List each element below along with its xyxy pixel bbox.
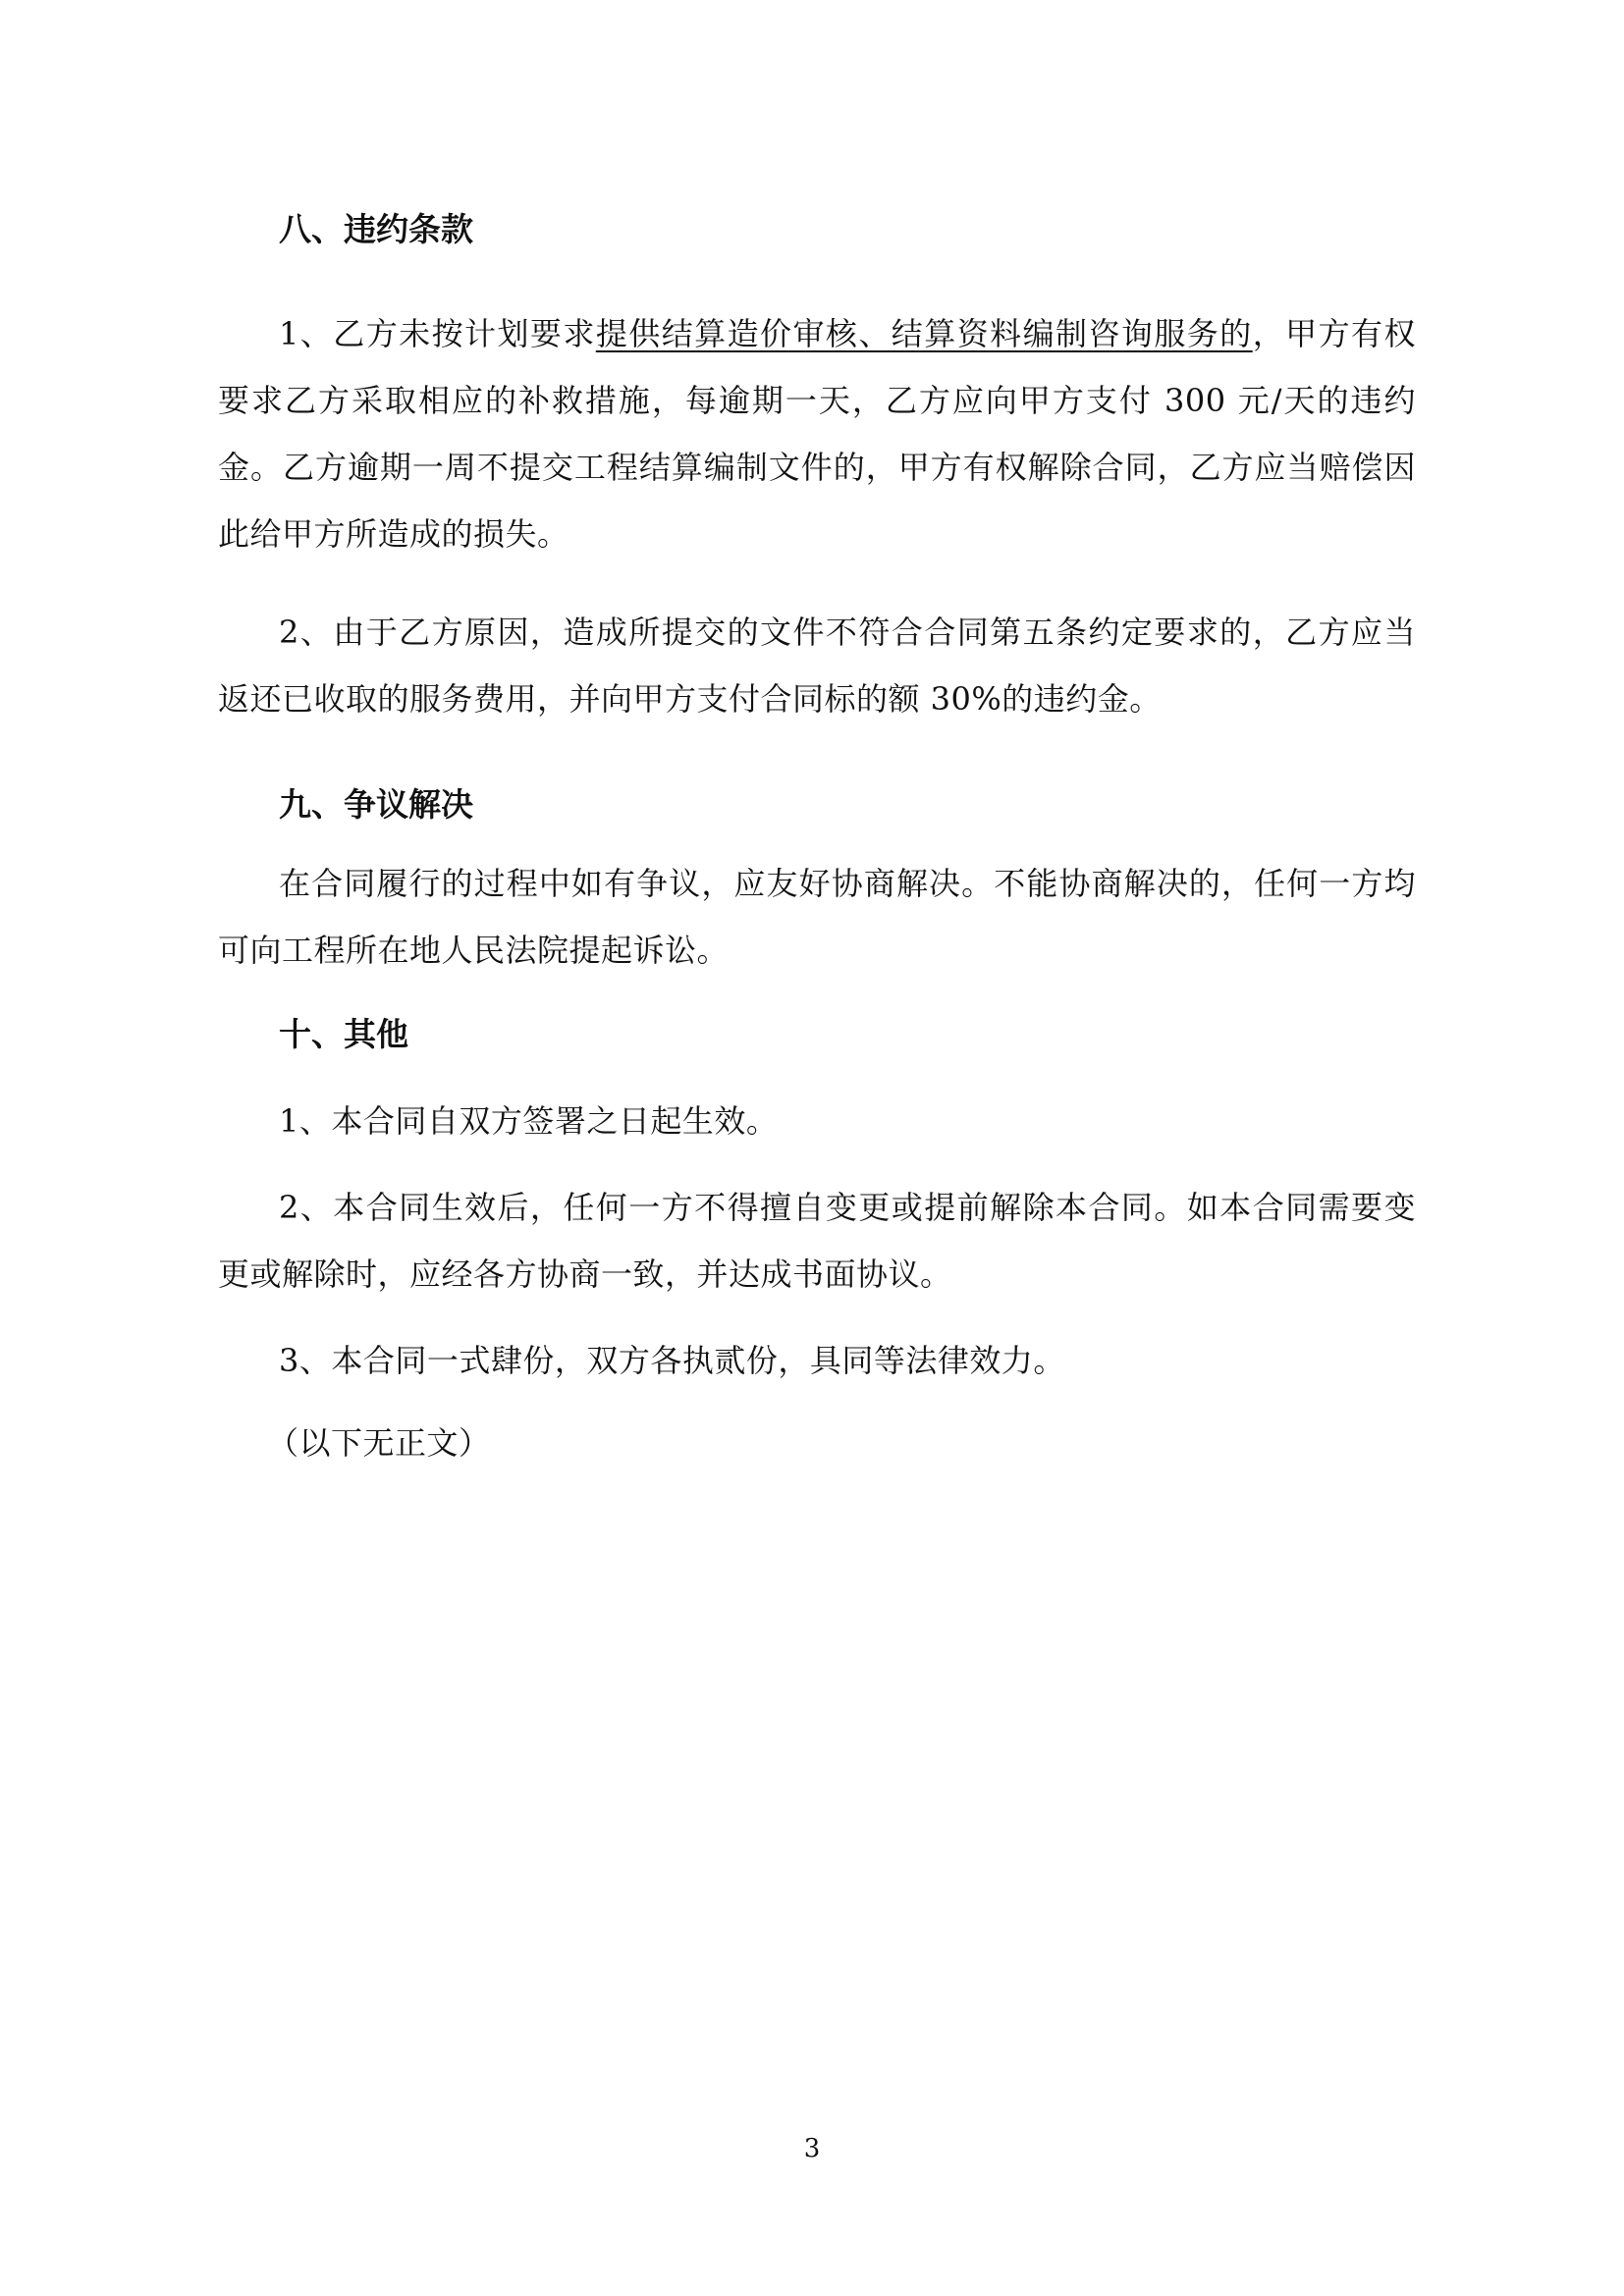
clause-1-text-end: ，甲方有权要求乙方采取相应的补救措施，每逾期一天，乙方应向甲方支付 300 元/天的违约金。乙方逾期一周不提交工程结算编制文件的，甲方有权解除合同，乙方应当赔偿因此给甲方所造成的损失。	[218, 315, 1416, 553]
section-10-clause-2: 2、本合同生效后，任何一方不得擅自变更或提前解除本合同。如本合同需要变更或解除时，应经各方协商一致，并达成书面协议。	[218, 1189, 1416, 1293]
section-8-clause-1	[218, 300, 1416, 567]
clause-1-text-start: 1、乙方未按计划要求	[279, 315, 596, 352]
section-9-heading: 九、争议解决	[279, 785, 473, 824]
section-10-heading: 十、其他	[279, 1015, 408, 1053]
end-note: （以下无正文）	[267, 1424, 491, 1462]
section-9-text: 在合同履行的过程中如有争议，应友好协商解决。不能协商解决的，任何一方均可向工程所在地人民法院提起诉讼。	[218, 865, 1416, 969]
section-10-clause-1: 1、本合同自双方签署之日起生效。	[279, 1102, 779, 1140]
section-10-clause-3: 3、本合同一式肆份，双方各执贰份，具同等法律效力。	[279, 1342, 1065, 1379]
section-8-clause-2: 2、由于乙方原因，造成所提交的文件不符合合同第五条约定要求的，乙方应当返还已收取的服务费用，并向甲方支付合同标的额 30%的违约金。	[218, 614, 1416, 718]
section-8-heading: 八、违约条款	[279, 210, 473, 248]
clause-1-underlined-text: 提供结算造价审核、结算资料编制咨询服务的	[595, 315, 1253, 352]
page-number: 3	[803, 2134, 821, 2163]
